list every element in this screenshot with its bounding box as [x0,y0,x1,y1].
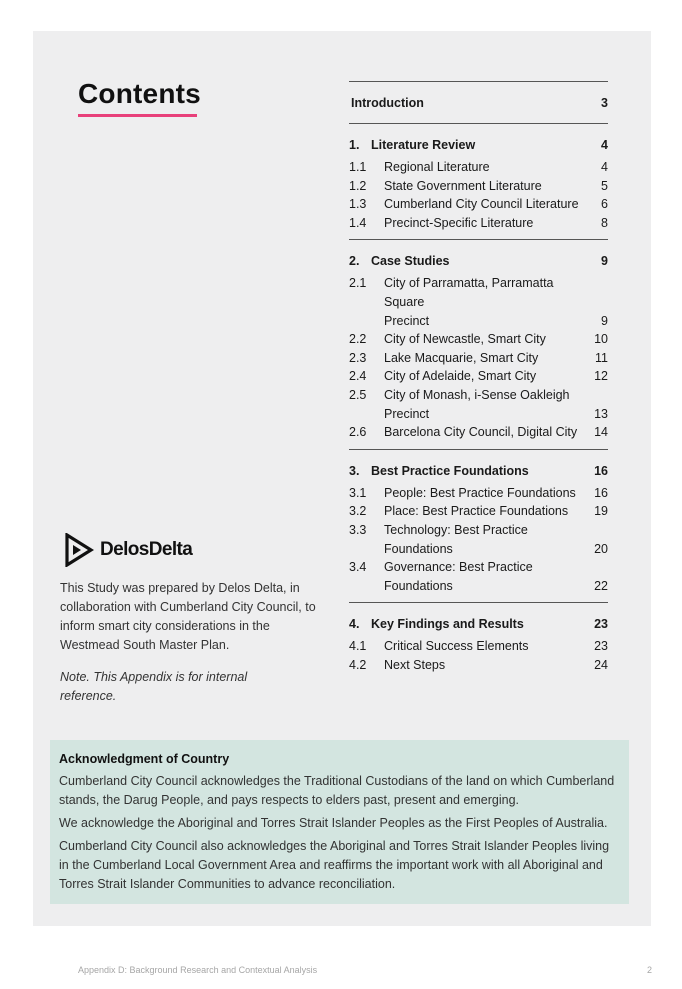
toc-entry-label: Barcelona City Council, Digital City [384,425,578,440]
toc-section-label: Key Findings and Results [371,617,524,632]
toc-entry-number: 2.3 [349,350,367,365]
toc-entry[interactable] [349,540,608,559]
toc-section-page: 9 [601,254,608,269]
toc-entry[interactable] [349,177,608,196]
toc-entry[interactable] [349,195,608,214]
toc-section [349,124,608,239]
toc-entry-label: People: Best Practice Foundations [384,485,576,500]
toc-intro-entry[interactable] [349,82,608,123]
footer-text: Appendix D: Background Research and Contextual Analysis [78,965,318,975]
toc-section-number: 4. [349,617,360,632]
toc-entry[interactable] [349,386,608,405]
toc-entry-number: 3.2 [349,504,367,519]
toc-entry-label: Critical Success Elements [384,639,529,654]
acknowledgment-paragraph: We acknowledge the Aboriginal and Torres Strait Islander Peoples as the First Peoples of Australia. [59,816,608,830]
toc-entry-label: Lake Macquarie, Smart City [384,350,539,365]
toc-entry-page: 24 [594,657,608,672]
toc-entry[interactable] [349,405,608,424]
acknowledgment-title: Acknowledgment of Country [59,752,230,766]
toc-sections [349,124,608,681]
toc-section-heading[interactable] [349,615,608,633]
toc-entry[interactable] [349,577,608,596]
toc-entry-number: 2.2 [349,332,367,347]
toc-entry-number: 2.6 [349,425,367,440]
page-number: 2 [647,965,653,975]
toc-entry-label: City of Monash, i-Sense Oakleigh [384,387,570,402]
toc-entry-page: 12 [594,369,608,384]
toc-entry-label: City of Adelaide, Smart City [384,369,537,384]
toc-entry-label: Governance: Best Practice [384,560,533,575]
toc-entry[interactable] [349,367,608,386]
acknowledgment-paragraph: Cumberland City Council also acknowledges the Aboriginal and Torres Strait Islander Peoples living in the Cumberland Local Government Area and reaffirms the important work with all Aboriginal and Torres Strait Islander Communities to advance reconciliation. [59,839,610,891]
toc-entry-page: 8 [601,215,608,230]
toc-entry-number: 2.5 [349,387,367,402]
toc-section-label: Best Practice Foundations [371,463,529,478]
toc-entry[interactable] [349,214,608,233]
toc-entry-page: 16 [594,485,608,500]
toc-entry-label: City of Newcastle, Smart City [384,332,546,347]
delos-delta-logo-icon [64,533,94,567]
toc-entry[interactable] [349,637,608,656]
toc-entry-label: Introduction [351,95,424,110]
toc-entry[interactable] [349,558,608,577]
toc-entry[interactable] [349,274,608,311]
toc-entry[interactable] [349,484,608,503]
toc-entry-page: 13 [594,406,608,421]
toc-entry-page: 5 [601,178,608,193]
toc-entry-number: 1.2 [349,178,367,193]
toc-entry-page: 11 [595,350,608,365]
toc-section [349,603,608,681]
page-title: Contents [78,78,201,109]
toc-entry[interactable] [349,502,608,521]
delos-delta-logo [64,533,192,567]
table-of-contents [349,81,608,681]
toc-entry-label: Place: Best Practice Foundations [384,504,569,519]
toc-entry-number: 4.2 [349,657,367,672]
toc-section-heading[interactable] [349,136,608,154]
toc-entry-label: Cumberland City Council Literature [384,197,579,212]
toc-entry-number: 3.3 [349,522,367,537]
toc-section [349,450,608,603]
toc-section-number: 2. [349,254,360,269]
toc-entry-label: Precinct-Specific Literature [384,215,534,230]
prepared-by-text: This Study was prepared by Delos Delta, in collaboration with Cumberland City Council, to inform smart city considerations in the Westmead South Master Plan. [60,581,316,652]
toc-entry[interactable] [349,656,608,675]
toc-entry-label: Foundations [384,578,453,593]
toc-entry-number: 2.4 [349,369,367,384]
toc-entry-label: City of Parramatta, Parramatta Square [384,276,554,309]
toc-section [349,240,608,448]
toc-entry-page: 23 [594,639,608,654]
title-underline [78,114,197,117]
toc-entry-page: 9 [601,313,608,328]
toc-section-page: 4 [601,138,608,152]
toc-entry[interactable] [349,330,608,349]
toc-entry-label: State Government Literature [384,178,542,193]
toc-entry-page: 22 [594,578,608,593]
toc-entry[interactable] [349,312,608,331]
toc-entry-label: Precinct [384,313,430,328]
toc-entry[interactable] [349,349,608,368]
toc-entry-page: 6 [601,197,608,212]
toc-entry-page: 4 [601,160,608,174]
toc-entry-page: 10 [594,332,608,347]
toc-entry-number: 3.1 [349,485,367,500]
toc-entry-page: 20 [594,541,608,556]
toc-entry-label: Technology: Best Practice [384,522,528,537]
toc-entry-number: 1.1 [349,160,367,174]
toc-section-heading[interactable] [349,462,608,480]
acknowledgment-box [50,740,629,904]
toc-entry-label: Regional Literature [384,160,490,174]
toc-entry-number: 1.3 [349,197,367,212]
internal-note: Note. This Appendix is for internal reference. [60,670,248,703]
toc-entry-label: Next Steps [384,657,446,672]
toc-section-page: 23 [594,617,608,632]
toc-entry-label: Foundations [384,541,453,556]
toc-entry[interactable] [349,158,608,177]
acknowledgment-paragraph: Cumberland City Council acknowledges the Traditional Custodians of the land on which Cumberland stands, the Darug People, and pays respects to elders past, present and emerging. [59,774,615,807]
toc-section-heading[interactable] [349,252,608,270]
toc-entry-number: 1.4 [349,215,367,230]
toc-entry[interactable] [349,423,608,442]
toc-entry-number: 3.4 [349,560,367,575]
toc-entry-number: 4.1 [349,639,367,654]
logo-text: DelosDelta [100,539,193,560]
toc-entry-label: Precinct [384,406,430,421]
toc-section-label: Literature Review [371,138,476,152]
toc-section-number: 3. [349,463,360,478]
toc-section-number: 1. [349,138,360,152]
toc-section-label: Case Studies [371,254,450,269]
toc-entry[interactable] [349,521,608,540]
toc-entry-number: 2.1 [349,276,367,291]
toc-section-page: 16 [594,463,608,478]
toc-entry-page: 14 [594,425,608,440]
toc-entry-page: 3 [601,95,608,110]
toc-entry-page: 19 [594,504,608,519]
